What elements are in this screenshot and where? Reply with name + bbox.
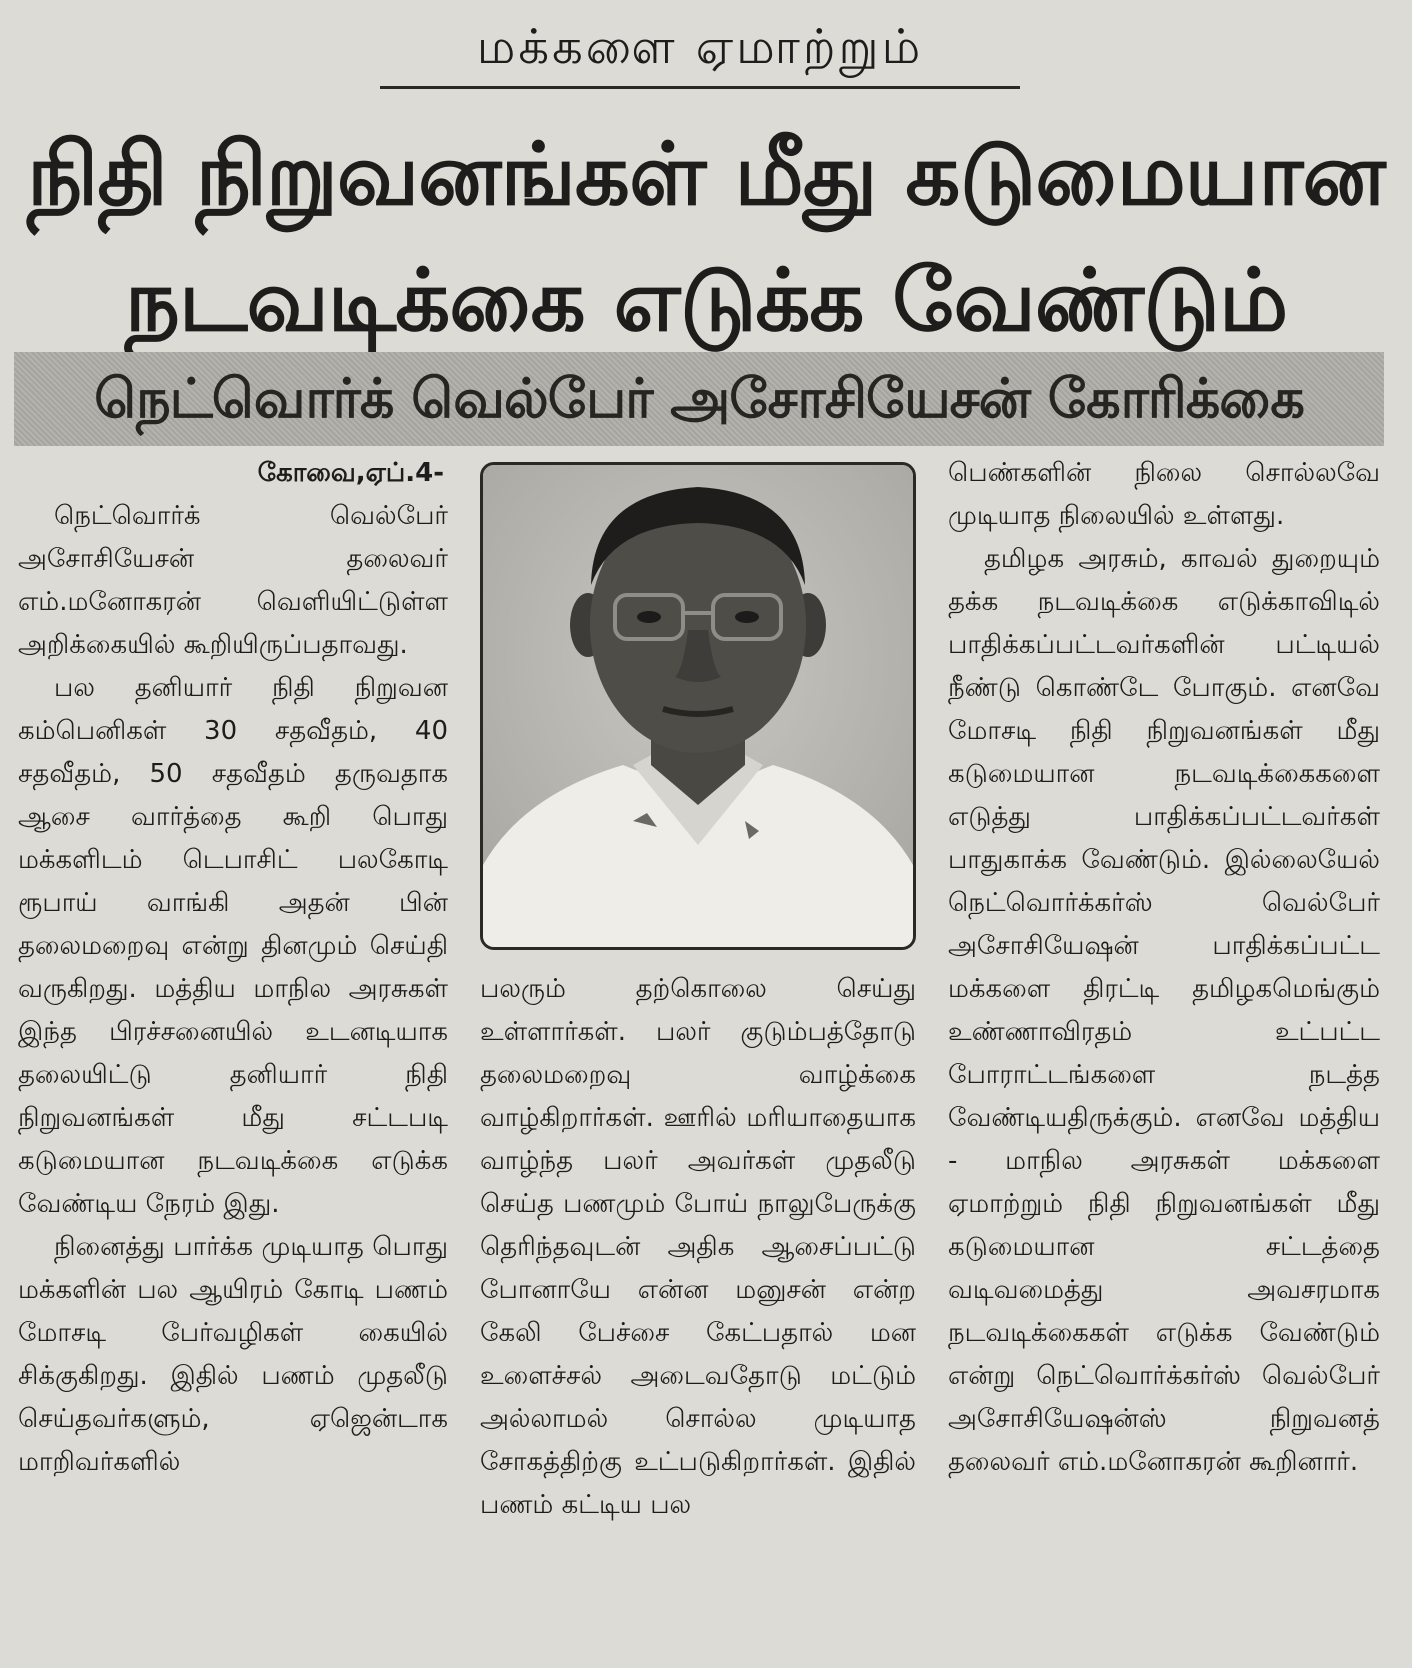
article-column-3 [948, 452, 1380, 1484]
article-column-2 [480, 968, 916, 1527]
portrait-photo [480, 462, 916, 950]
kicker-headline: மக்களை ஏமாற்றும் [380, 8, 1020, 89]
portrait-image [483, 465, 913, 947]
paragraph: பலரும் தற்கொலை செய்து உள்ளார்கள். பலர் குடும்பத்தோடு தலைமறைவு வாழ்க்கை வாழ்கிறார்கள். ஊரில் மரியாதையாக வாழ்ந்த பலர் அவர்கள் முதலீடு செய்த பணமும் போய் நாலுபேருக்கு தெரிந்தவுடன் அதிக ஆசைப்பட்டு போனாயே என்ன மனுசன் என்ற கேலி பேச்சை கேட்பதால் மன உளைச்சல் அடைவதோடு மட்டும் அல்லாமல் சொல்ல முடியாத சோகத்திற்கு உட்படுகிறார்கள். இதில் பணம் கட்டிய பல [480, 974, 916, 1520]
paragraph: பல தனியார் நிதி நிறுவன கம்பெனிகள் 30 சதவீதம், 40 சதவீதம், 50 சதவீதம் தருவதாக ஆசை வார்த்தை கூறி பொது மக்களிடம் டெபாசிட் பலகோடி ரூபாய் வாங்கி அதன் பின் தலைமறைவு என்று தினமும் செய்தி வருகிறது. மத்திய மாநில அரசுகள் இந்த பிரச்சனையில் உடனடியாக தலையிட்டு தனியார் நிதி நிறுவனங்கள் மீது சட்டபடி கடுமையான நடவடிக்கை எடுக்க வேண்டிய நேரம் இது. [18, 673, 448, 1219]
paragraph: பெண்களின் நிலை சொல்லவே முடியாத நிலையில் உள்ளது. [948, 458, 1380, 531]
paragraph: தமிழக அரசும், காவல் துறையும் தக்க நடவடிக்கை எடுக்காவிடில் பாதிக்கப்பட்டவர்களின் பட்டியல் நீண்டு கொண்டே போகும். எனவே மோசடி நிதி நிறுவனங்கள் மீது கடுமையான நடவடிக்கைகளை எடுத்து பாதிக்கப்பட்டவர்கள் பாதுகாக்க வேண்டும். இல்லையேல் நெட்வொர்க்கர்ஸ் வெல்பேர் அசோசியேஷன் பாதிக்கப்பட்ட மக்களை திரட்டி தமிழகமெங்கும் உண்ணாவிரதம் உட்பட்ட போராட்டங்களை நடத்த வேண்டியதிருக்கும். எனவே மத்திய - மாநில அரசுகள் மக்களை ஏமாற்றும் நிதி நிறுவனங்கள் மீது கடுமையான சட்டத்தை வடிவமைத்து அவசரமாக நடவடிக்கைகள் எடுக்க வேண்டும் என்று நெட்வொர்க்கர்ஸ் வெல்பேர் அசோசியேஷன்ஸ் நிறுவனத் தலைவர் எம்.மனோகரன் கூறினார். [948, 544, 1380, 1477]
paragraph: நெட்வொர்க் வெல்பேர் அசோசியேசன் தலைவர் எம்.மனோகரன் வெளியிட்டுள்ள அறிக்கையில் கூறியிருப்பதாவது. [18, 501, 448, 660]
sub-headline-banner: நெட்வொர்க் வெல்பேர் அசோசியேசன் கோரிக்கை [14, 352, 1384, 446]
main-headline-line-2: நடவடிக்கை எடுக்க வேண்டும் [124, 251, 1288, 351]
article-column-1 [18, 452, 448, 1484]
paragraph: நினைத்து பார்க்க முடியாத பொது மக்களின் பல ஆயிரம் கோடி பணம் மோசடி பேர்வழிகள் கையில் சிக்குகிறது. இதில் பணம் முதலீடு செய்தவர்களும், ஏஜென்டாக மாறிவர்களில் [18, 1232, 448, 1477]
dateline: கோவை,ஏப்.4- [257, 458, 444, 488]
main-headline-line-1: நிதி நிறுவனங்கள் மீது கடுமையான [27, 125, 1385, 225]
